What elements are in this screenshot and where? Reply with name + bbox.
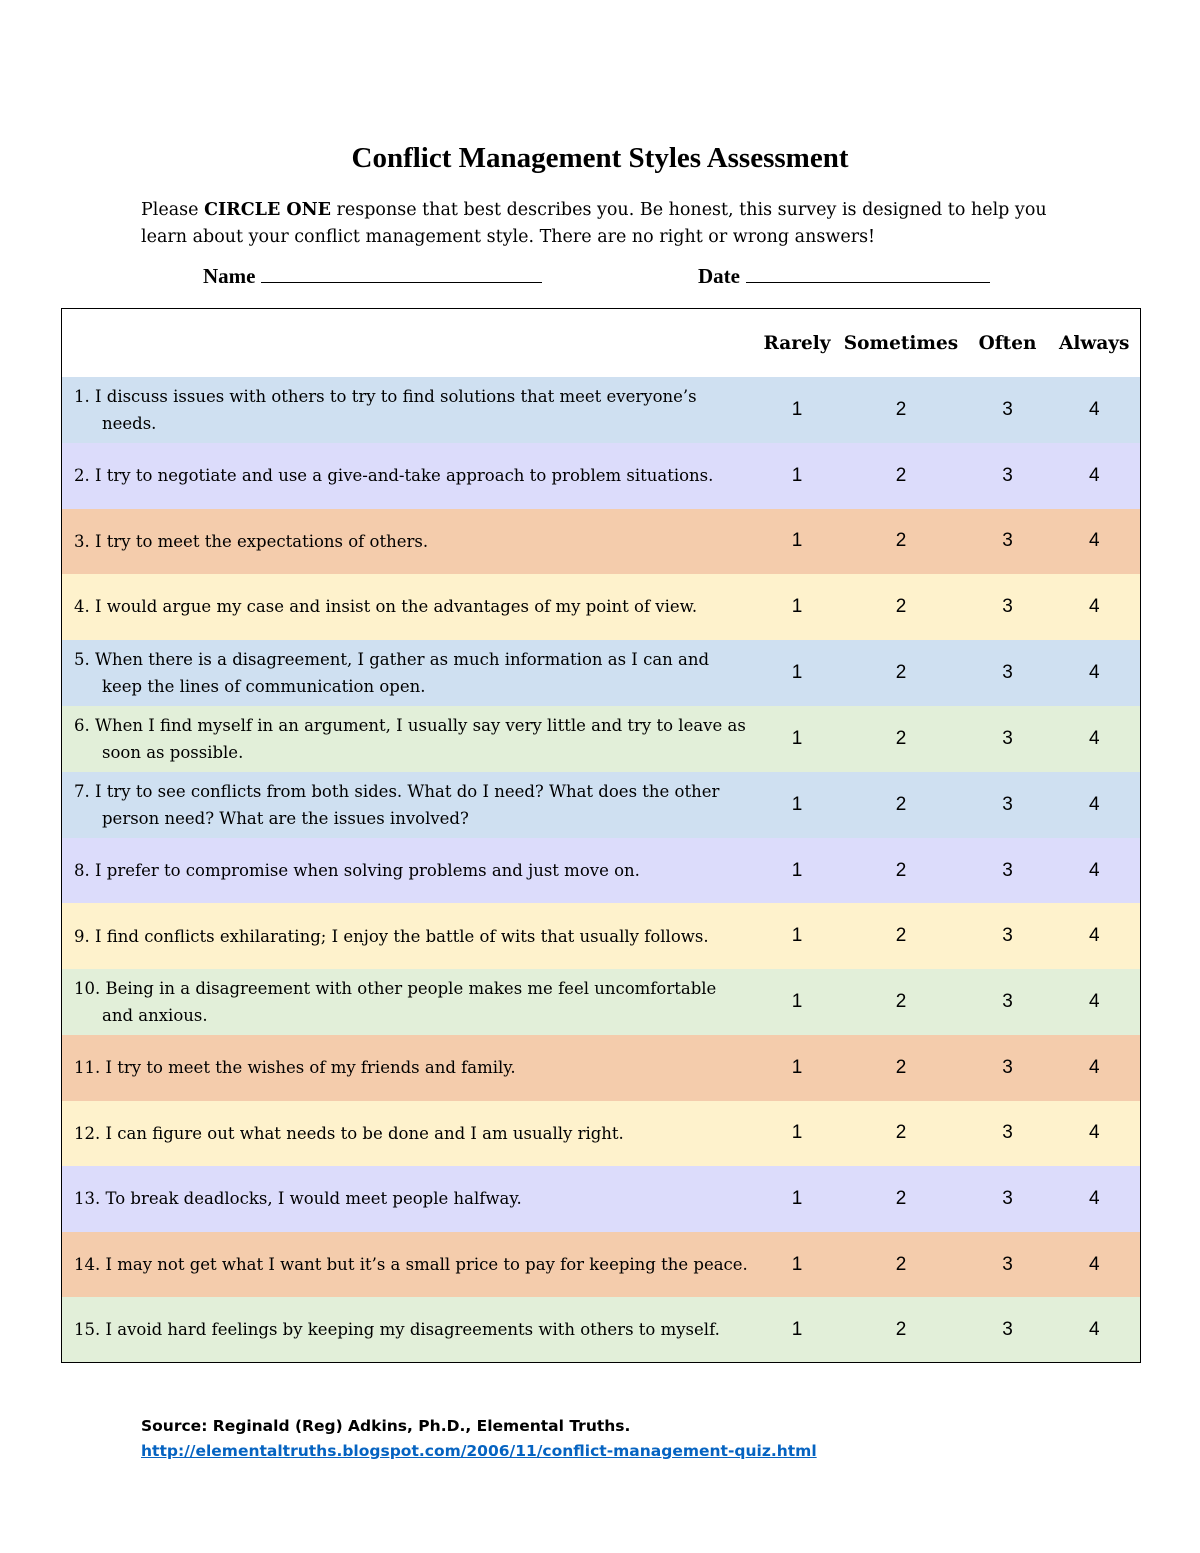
table-row: [62, 509, 1141, 575]
question-text: 1. I discuss issues with others to try to find solutions that meet everyone’s needs.: [74, 387, 697, 433]
rating-option-often[interactable]: 3: [1002, 925, 1013, 947]
question-cell: [62, 772, 759, 838]
name-label: Name: [203, 264, 256, 288]
rating-option-sometimes[interactable]: 2: [895, 1056, 907, 1078]
rating-option-often[interactable]: 3: [1002, 399, 1013, 420]
instructions: [141, 197, 1071, 251]
table-row: [62, 903, 1141, 969]
rating-option-rarely[interactable]: 1: [791, 399, 803, 420]
table-row: [62, 1232, 1141, 1298]
rating-option-always[interactable]: 4: [1088, 925, 1100, 947]
question-text: 3. I try to meet the expectations of others.: [74, 531, 429, 551]
rating-option-always[interactable]: 4: [1088, 1253, 1100, 1275]
header-often: Often: [967, 309, 1049, 378]
rating-option-always[interactable]: 4: [1088, 1056, 1100, 1078]
table-row: [62, 772, 1141, 838]
question-cell: [62, 509, 759, 575]
instructions-prefix: Please: [141, 200, 205, 220]
question-cell: [62, 1232, 759, 1298]
rating-option-often[interactable]: 3: [1002, 793, 1013, 815]
question-text: 15. I avoid hard feelings by keeping my disagreements with others to myself.: [74, 1320, 720, 1340]
rating-option-often[interactable]: 3: [1002, 859, 1013, 881]
question-text: 10. Being in a disagreement with other people makes me feel uncomfortable and anxious.: [74, 978, 717, 1025]
rating-option-always[interactable]: 4: [1088, 793, 1100, 815]
rating-option-rarely[interactable]: 1: [791, 661, 803, 683]
rating-option-always[interactable]: 4: [1088, 530, 1100, 552]
source-citation: [141, 1414, 1061, 1464]
table-row: [62, 969, 1141, 1035]
rating-option-rarely[interactable]: 1: [791, 1253, 803, 1275]
rating-option-always[interactable]: 4: [1088, 464, 1100, 486]
question-cell: [62, 443, 759, 509]
table-row: [62, 1297, 1141, 1363]
rating-option-often[interactable]: 3: [1002, 727, 1013, 749]
rating-option-always[interactable]: 4: [1088, 399, 1100, 420]
rating-option-sometimes[interactable]: 2: [895, 1187, 907, 1209]
table-row: [62, 1166, 1141, 1232]
question-text: 9. I find conflicts exhilarating; I enjoy the battle of wits that usually follows.: [74, 926, 709, 946]
question-text: 6. When I find myself in an argument, I usually say very little and try to leave as soon as possible.: [74, 715, 746, 762]
question-cell: [62, 706, 759, 772]
rating-option-rarely[interactable]: 1: [791, 727, 803, 749]
question-cell: [62, 838, 759, 904]
rating-option-always[interactable]: 4: [1088, 595, 1100, 617]
date-label: Date: [698, 264, 740, 288]
question-cell: [62, 903, 759, 969]
table-header-row: [62, 309, 1141, 378]
rating-option-always[interactable]: 4: [1088, 661, 1100, 683]
question-text: 13. To break deadlocks, I would meet people halfway.: [74, 1189, 522, 1209]
date-blank[interactable]: [746, 264, 990, 283]
rating-option-sometimes[interactable]: 2: [895, 661, 907, 683]
rating-option-often[interactable]: 3: [1002, 1253, 1013, 1275]
rating-option-sometimes[interactable]: 2: [895, 727, 907, 749]
rating-option-often[interactable]: 3: [1002, 1056, 1013, 1078]
rating-option-sometimes[interactable]: 2: [895, 925, 907, 947]
instructions-suffix: response that best describes you. Be honest, this survey is designed to help you learn about your conflict management style. There are no right or wrong answers!: [141, 200, 1047, 247]
rating-option-sometimes[interactable]: 2: [895, 990, 907, 1012]
question-text: 2. I try to negotiate and use a give-and-take approach to problem situations.: [74, 466, 714, 486]
question-text: 8. I prefer to compromise when solving problems and just move on.: [74, 861, 640, 881]
rating-option-rarely[interactable]: 1: [791, 1318, 803, 1340]
rating-option-rarely[interactable]: 1: [791, 1122, 803, 1144]
table-row: [62, 706, 1141, 772]
rating-option-rarely[interactable]: 1: [791, 990, 803, 1012]
question-cell: [62, 1035, 759, 1101]
rating-option-often[interactable]: 3: [1002, 530, 1013, 552]
question-cell: [62, 640, 759, 706]
question-cell: [62, 1101, 759, 1167]
rating-option-rarely[interactable]: 1: [791, 925, 803, 947]
instructions-emphasis: CIRCLE ONE: [204, 200, 331, 220]
rating-option-sometimes[interactable]: 2: [895, 1253, 907, 1275]
table-row: [62, 1035, 1141, 1101]
name-field[interactable]: [203, 264, 542, 289]
question-text: 12. I can figure out what needs to be done and I am usually right.: [74, 1123, 624, 1143]
rating-option-often[interactable]: 3: [1002, 990, 1013, 1012]
rating-option-rarely[interactable]: 1: [791, 859, 803, 881]
header-always: Always: [1049, 309, 1141, 378]
rating-option-often[interactable]: 3: [1002, 595, 1013, 617]
question-text: 4. I would argue my case and insist on the advantages of my point of view.: [74, 597, 698, 617]
rating-option-rarely[interactable]: 1: [791, 793, 803, 815]
rating-option-rarely[interactable]: 1: [791, 464, 803, 486]
assessment-table: [61, 308, 1141, 1363]
table-row: [62, 443, 1141, 509]
question-cell: [62, 574, 759, 640]
table-row: [62, 838, 1141, 904]
rating-option-sometimes[interactable]: 2: [895, 1122, 907, 1144]
rating-option-rarely[interactable]: 1: [791, 1056, 803, 1078]
rating-option-always[interactable]: 4: [1088, 727, 1100, 749]
table-row: [62, 377, 1141, 443]
source-text: Source: Reginald (Reg) Adkins, Ph.D., Elemental Truths.: [141, 1417, 631, 1435]
source-link[interactable]: http://elementaltruths.blogspot.com/2006/11/conflict-management-quiz.html: [141, 1442, 817, 1460]
question-column-header: [62, 309, 759, 378]
rating-option-sometimes[interactable]: 2: [895, 399, 907, 420]
rating-option-rarely[interactable]: 1: [791, 595, 803, 617]
rating-option-always[interactable]: 4: [1088, 1122, 1100, 1144]
question-text: 11. I try to meet the wishes of my friends and family.: [74, 1058, 516, 1078]
rating-option-always[interactable]: 4: [1088, 859, 1100, 881]
rating-option-sometimes[interactable]: 2: [895, 595, 907, 617]
header-rarely: Rarely: [759, 309, 836, 378]
rating-option-rarely[interactable]: 1: [791, 1187, 803, 1209]
rating-option-always[interactable]: 4: [1088, 1187, 1100, 1209]
question-cell: [62, 1166, 759, 1232]
table-row: [62, 1101, 1141, 1167]
rating-option-often[interactable]: 3: [1002, 661, 1013, 683]
table-row: [62, 574, 1141, 640]
page-title: Conflict Management Styles Assessment: [351, 142, 849, 174]
rating-option-always[interactable]: 4: [1088, 1318, 1100, 1340]
date-field[interactable]: [698, 264, 990, 289]
question-cell: [62, 377, 759, 443]
name-blank[interactable]: [261, 264, 542, 283]
question-text: 5. When there is a disagreement, I gather as much information as I can and keep the lines of communication open.: [74, 649, 710, 696]
question-cell: [62, 969, 759, 1035]
rating-option-sometimes[interactable]: 2: [895, 1318, 907, 1340]
rating-option-rarely[interactable]: 1: [791, 530, 803, 552]
rating-option-always[interactable]: 4: [1088, 990, 1100, 1012]
question-text: 14. I may not get what I want but it’s a small price to pay for keeping the peace.: [74, 1255, 748, 1275]
rating-option-often[interactable]: 3: [1002, 1122, 1013, 1144]
rating-option-sometimes[interactable]: 2: [895, 464, 907, 486]
question-text: 7. I try to see conflicts from both sides. What do I need? What does the other person need? What are the issues involved?: [74, 781, 720, 828]
question-cell: [62, 1297, 759, 1363]
rating-option-often[interactable]: 3: [1002, 1187, 1013, 1209]
rating-option-often[interactable]: 3: [1002, 464, 1013, 486]
rating-option-often[interactable]: 3: [1002, 1318, 1013, 1340]
rating-option-sometimes[interactable]: 2: [895, 859, 907, 881]
rating-option-sometimes[interactable]: 2: [895, 793, 907, 815]
header-sometimes: Sometimes: [836, 309, 967, 378]
table-row: [62, 640, 1141, 706]
rating-option-sometimes[interactable]: 2: [895, 530, 907, 552]
